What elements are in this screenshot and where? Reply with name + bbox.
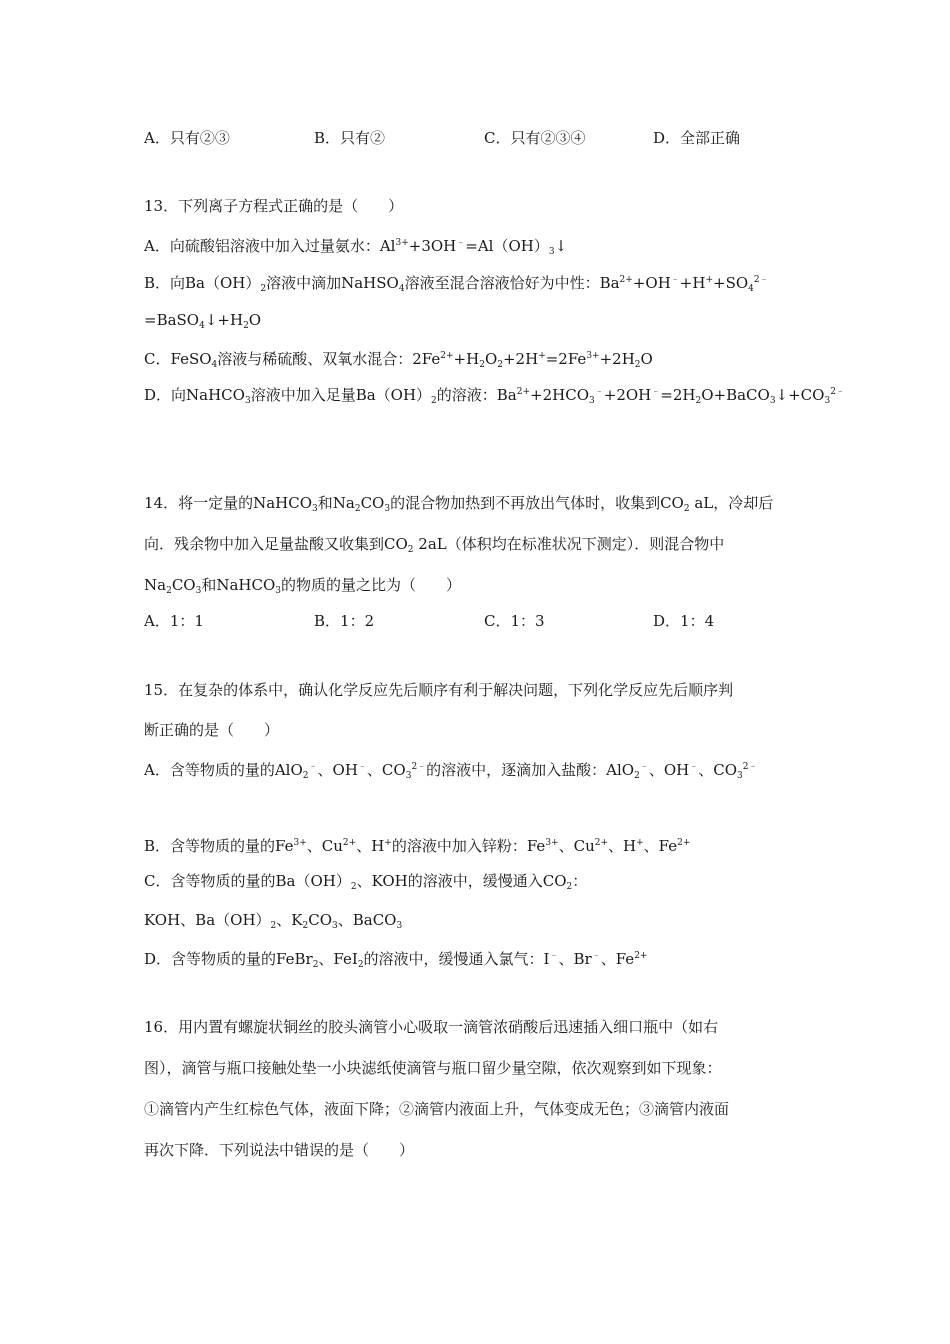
- text-segment: +OH: [632, 274, 671, 292]
- subscript: 2: [683, 504, 690, 514]
- superscript: 2﹣: [742, 762, 758, 772]
- subscript: 3: [396, 921, 403, 931]
- subscript: 3: [405, 771, 412, 781]
- subscript: 4: [211, 360, 218, 370]
- text-segment: 溶液至混合溶液恰好为中性：Ba: [404, 274, 620, 292]
- subscript: 3: [737, 771, 743, 781]
- text-segment: Na: [144, 576, 167, 594]
- subscript: 2: [350, 882, 357, 892]
- text-segment: O: [484, 350, 498, 368]
- q15-option-c-line2: [144, 910, 402, 936]
- q14-stem-line1: [144, 493, 773, 519]
- subscript: 4: [199, 321, 205, 331]
- text-segment: 、CO: [698, 761, 738, 779]
- subscript: 2: [634, 771, 640, 781]
- text-segment: 的溶液：Ba: [436, 386, 517, 404]
- q13-option-d: [144, 382, 845, 411]
- superscript: 3+: [586, 351, 600, 361]
- q13-option-c: [144, 346, 653, 375]
- subscript: 3: [312, 504, 318, 514]
- text-segment: O: [640, 350, 653, 368]
- q15-option-d: [144, 946, 647, 975]
- q12-option-a: A．只有②③: [144, 129, 230, 147]
- q13-option-a: [144, 233, 567, 262]
- text-segment: 2aL（体积均在标准状况下测定）．则混合物中: [413, 535, 725, 553]
- text-segment: C．FeSO: [144, 350, 212, 368]
- text-segment: C．含等物质的量的Ba（OH）: [144, 872, 351, 890]
- q16-stem-line1: 16．用内置有螺旋状铜丝的胶头滴管小心吸取一滴管浓硝酸后迅速插入细口瓶中（如右: [144, 1018, 719, 1036]
- subscript: 2: [243, 321, 249, 331]
- subscript: 4: [398, 284, 405, 294]
- text-segment: +2OH: [603, 386, 652, 404]
- text-segment: 、KOH的溶液中，缓慢通入CO: [356, 872, 567, 890]
- q12-option-b: B．只有②: [314, 129, 386, 147]
- subscript: 2: [695, 396, 702, 406]
- q13-option-b-line2: [144, 310, 261, 336]
- text-segment: +2H: [599, 350, 635, 368]
- subscript: 3: [824, 396, 831, 406]
- superscript: ﹣: [549, 951, 559, 961]
- q16-stem-line2: 图），滴管与瓶口接触处垫一小块滤纸使滴管与瓶口留少量空隙，依次观察到如下现象：: [144, 1059, 722, 1077]
- superscript: ﹣: [689, 762, 699, 772]
- subscript: 2: [407, 545, 414, 555]
- superscript: ﹣: [591, 951, 601, 961]
- superscript: 2+: [516, 387, 531, 397]
- superscript: 2﹣: [830, 387, 845, 397]
- text-segment: D．含等物质的量的FeBr: [144, 950, 313, 968]
- text-segment: +H: [679, 274, 706, 292]
- text-segment: 、CO: [366, 761, 406, 779]
- text-segment: +2HCO: [530, 386, 589, 404]
- text-segment: 、H: [608, 837, 637, 855]
- subscript: 2: [302, 921, 309, 931]
- superscript: 3+: [395, 238, 409, 248]
- q14-stem-line3: [144, 575, 461, 601]
- q13-option-b-line1: [144, 270, 769, 299]
- superscript: 2+: [342, 838, 357, 848]
- subscript: 3: [769, 396, 776, 406]
- superscript: 2+: [440, 351, 454, 361]
- text-segment: O: [248, 311, 262, 329]
- subscript: 2: [354, 504, 361, 514]
- subscript: 2: [431, 396, 437, 406]
- text-segment: 的物质的量之比为（ ）: [281, 576, 462, 594]
- superscript: 2+: [677, 838, 691, 848]
- subscript: 2: [634, 360, 641, 370]
- text-segment: A．向硫酸铝溶液中加入过量氨水：Al: [144, 237, 396, 255]
- subscript: 3: [244, 396, 251, 406]
- text-segment: 、FeI: [318, 950, 358, 968]
- q15-option-c-line1: [144, 871, 587, 897]
- text-segment: =Al（OH）: [465, 237, 549, 255]
- text-segment: B．向Ba（OH）: [144, 274, 261, 292]
- q15-stem-line2: 断正确的是（ ）: [144, 721, 280, 739]
- text-segment: =BaSO: [144, 311, 200, 329]
- superscript: 3+: [545, 838, 559, 848]
- text-segment: +2H: [502, 350, 539, 368]
- text-segment: CO: [171, 576, 196, 594]
- text-segment: 的混合物加热到不再放出气体时，收集到CO: [390, 494, 684, 512]
- text-segment: ↓: [554, 237, 568, 255]
- text-segment: 的溶液中加入锌粉：Fe: [391, 837, 546, 855]
- q14-option-a: A．1：1: [144, 612, 204, 630]
- subscript: 2: [260, 284, 267, 294]
- text-segment: O+BaCO: [701, 386, 770, 404]
- text-segment: 、BaCO: [337, 911, 397, 929]
- superscript: +: [384, 838, 392, 848]
- text-segment: aL，冷却后: [689, 494, 774, 512]
- superscript: ﹣: [670, 275, 680, 285]
- text-segment: 溶液与稀硫酸、双氧水混合：2Fe: [217, 350, 441, 368]
- q12-option-c: C．只有②③④: [484, 129, 586, 147]
- q12-option-d: D．全部正确: [653, 129, 741, 147]
- subscript: 3: [275, 586, 281, 596]
- text-segment: 溶液中滴加NaHSO: [266, 274, 399, 292]
- superscript: 2+: [594, 838, 609, 848]
- text-segment: 和NaHCO: [201, 576, 276, 594]
- q14-option-b: B．1：2: [314, 612, 375, 630]
- superscript: ﹣: [456, 238, 466, 248]
- text-segment: ↓+H: [204, 311, 244, 329]
- text-segment: ：: [572, 872, 588, 890]
- text-segment: 、Fe: [600, 950, 635, 968]
- text-segment: =2Fe: [545, 350, 587, 368]
- superscript: +: [636, 838, 644, 848]
- subscript: 3: [589, 396, 595, 406]
- text-segment: +H: [453, 350, 480, 368]
- subscript: 2: [312, 960, 319, 970]
- text-segment: D．向NaHCO: [144, 386, 245, 404]
- subscript: 3: [195, 586, 202, 596]
- subscript: 2: [302, 771, 309, 781]
- text-segment: 、OH: [317, 761, 358, 779]
- superscript: ﹣: [594, 387, 604, 397]
- text-segment: 、Cu: [306, 837, 343, 855]
- text-segment: B．含等物质的量的Fe: [144, 837, 294, 855]
- subscript: 3: [384, 504, 391, 514]
- q15-stem-line1: 15．在复杂的体系中，确认化学反应先后顺序有利于解决问题，下列化学反应先后顺序判: [144, 681, 734, 699]
- superscript: 3+: [293, 838, 307, 848]
- q16-stem-line4: 再次下降．下列说法中错误的是（ ）: [144, 1141, 415, 1159]
- superscript: ﹣: [308, 762, 318, 772]
- q15-option-a: [144, 757, 758, 786]
- text-segment: 14．将一定量的NaHCO: [144, 494, 313, 512]
- text-segment: 的溶液中，逐滴加入盐酸：AlO: [426, 761, 635, 779]
- text-segment: CO: [360, 494, 385, 512]
- subscript: 2: [270, 921, 277, 931]
- subscript: 2: [479, 360, 485, 370]
- text-segment: 、Fe: [643, 837, 678, 855]
- text-segment: 和Na: [317, 494, 355, 512]
- superscript: 2﹣: [753, 275, 769, 285]
- q14-option-d: D．1：4: [653, 612, 715, 630]
- text-segment: 、K: [276, 911, 303, 929]
- subscript: 2: [166, 586, 172, 596]
- q16-stem-line3: ①滴管内产生红棕色气体，液面下降；②滴管内液面上升，气体变成无色；③滴管内液面: [144, 1100, 730, 1118]
- superscript: ﹣: [651, 387, 661, 397]
- superscript: +: [705, 275, 713, 285]
- superscript: ﹣: [639, 762, 649, 772]
- text-segment: 、OH: [648, 761, 690, 779]
- text-segment: 溶液中加入足量Ba（OH）: [250, 386, 432, 404]
- superscript: 2﹣: [411, 762, 427, 772]
- subscript: 2: [357, 960, 364, 970]
- q14-stem-line2: [144, 534, 724, 560]
- superscript: 2+: [634, 951, 648, 961]
- subscript: 3: [548, 247, 555, 257]
- superscript: +: [538, 351, 546, 361]
- text-segment: 、Br: [558, 950, 592, 968]
- subscript: 2: [566, 882, 573, 892]
- text-segment: =2H: [660, 386, 696, 404]
- text-segment: +SO: [713, 274, 749, 292]
- text-segment: ↓+CO: [775, 386, 825, 404]
- subscript: 4: [748, 284, 754, 294]
- text-segment: KOH、Ba（OH）: [144, 911, 271, 929]
- text-segment: 向．残余物中加入足量盐酸又收集到CO: [144, 535, 408, 553]
- subscript: 3: [332, 921, 338, 931]
- superscript: ﹣: [357, 762, 367, 772]
- text-segment: 、H: [356, 837, 385, 855]
- text-segment: CO: [308, 911, 332, 929]
- q15-option-b: [144, 833, 690, 856]
- q14-option-c: C．1：3: [484, 612, 545, 630]
- text-segment: 、Cu: [558, 837, 595, 855]
- text-segment: 的溶液中，缓慢通入氯气：I: [363, 950, 550, 968]
- subscript: 2: [497, 360, 503, 370]
- text-segment: +3OH: [408, 237, 457, 255]
- text-segment: A．含等物质的量的AlO: [144, 761, 303, 779]
- q13-stem: 13．下列离子方程式正确的是（ ）: [144, 197, 404, 215]
- superscript: 2+: [619, 275, 633, 285]
